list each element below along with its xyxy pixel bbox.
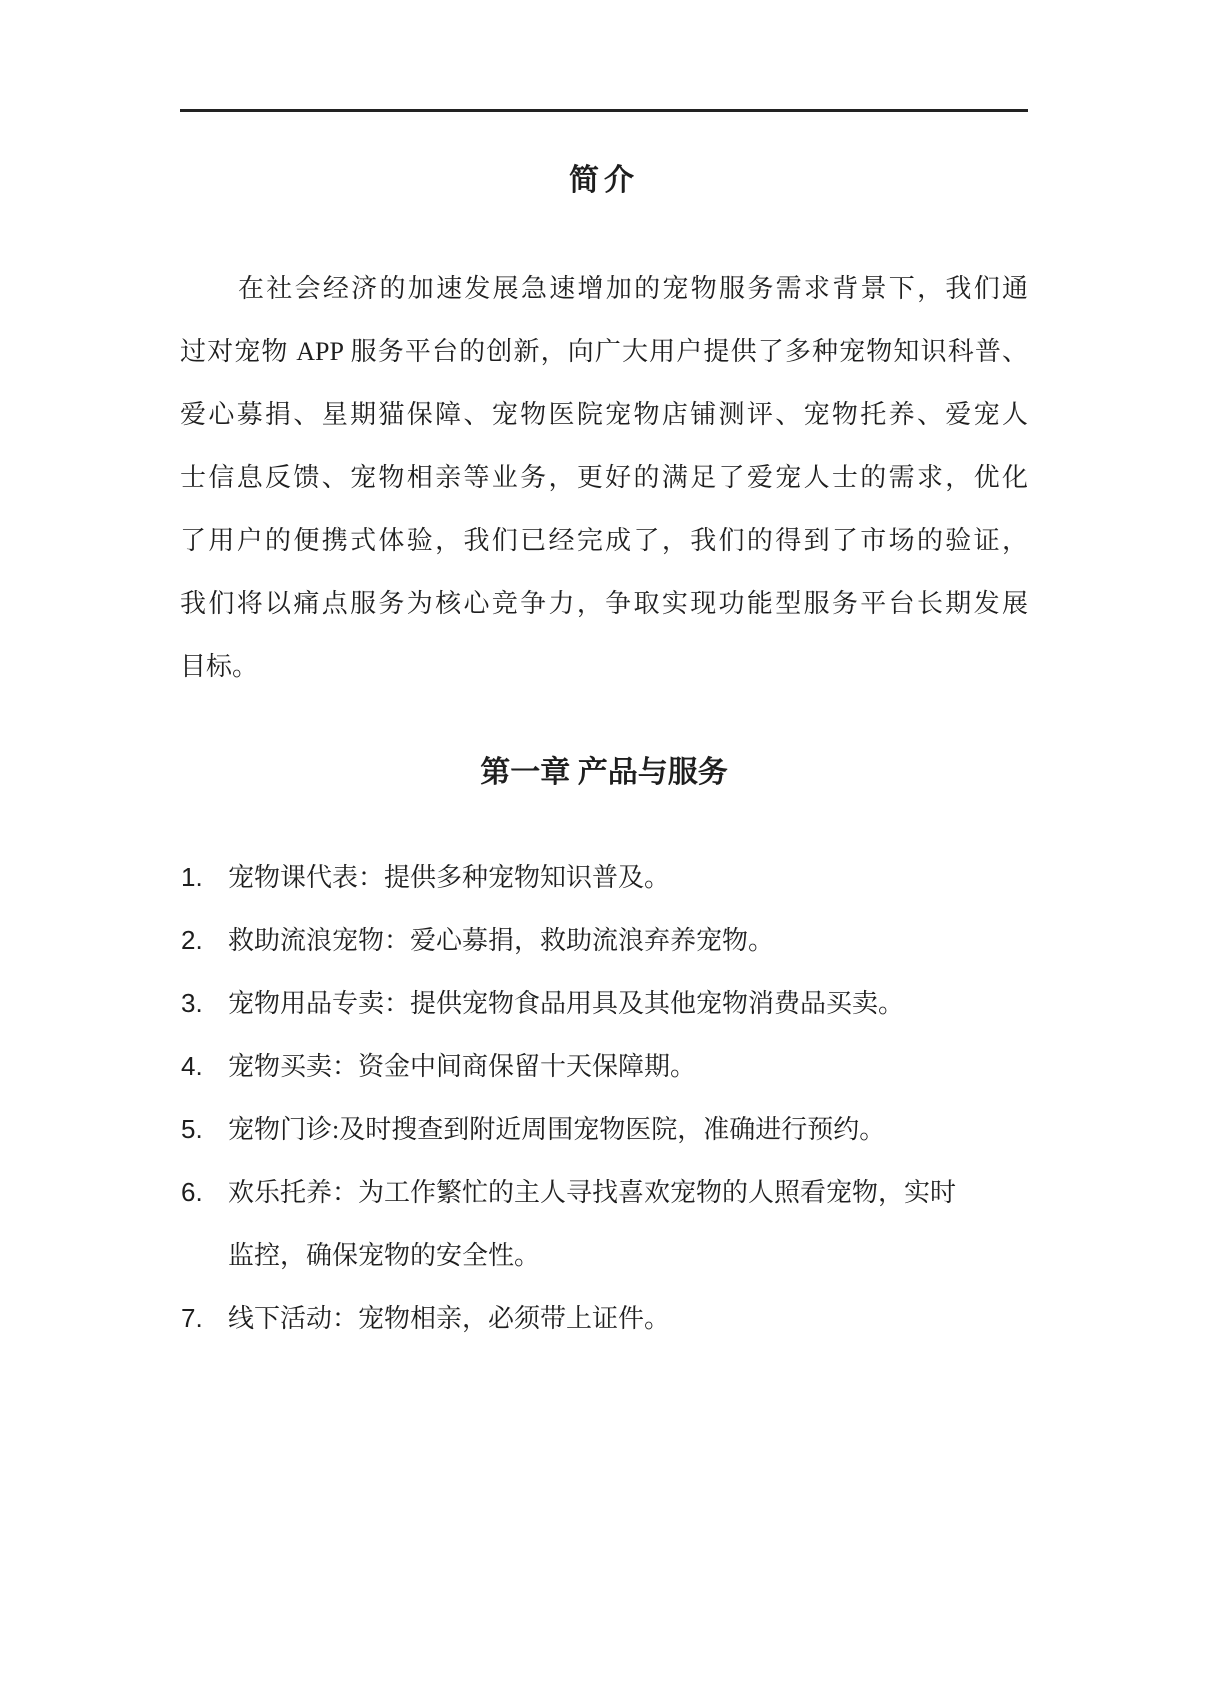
list-item: [180, 1035, 1028, 1098]
item-number: 4.: [181, 1051, 203, 1081]
item-text: 线下活动：宠物相亲，必须带上证件。: [228, 1304, 671, 1333]
intro-line: 在社会经济的加速发展急速增加的宠物服务需求背景下，我们通: [238, 274, 1028, 303]
intro-line: 爱心募捐、星期猫保障、宠物医院宠物店铺测评、宠物托养、爱宠人: [180, 400, 1028, 429]
item-number: 1.: [181, 862, 203, 892]
item-number: 2.: [181, 925, 203, 955]
chapter-heading: 第一章 产品与服务: [480, 756, 728, 789]
services-list: [180, 846, 1028, 1350]
item-number: 5.: [181, 1114, 203, 1144]
list-item: [180, 1161, 1028, 1287]
intro-paragraph: [180, 257, 1028, 698]
intro-line: 我们将以痛点服务为核心竞争力，争取实现功能型服务平台长期发展: [180, 589, 1028, 618]
list-item: [180, 972, 1028, 1035]
doc-title: 简介: [569, 164, 639, 197]
item-number: 7.: [181, 1303, 203, 1333]
item-text: 宠物课代表：提供多种宠物知识普及。: [228, 863, 671, 892]
intro-line: 士信息反馈、宠物相亲等业务，更好的满足了爱宠人士的需求，优化: [180, 463, 1028, 492]
list-item: [180, 909, 1028, 972]
item-text: 救助流浪宠物：爱心募捐，救助流浪弃养宠物。: [228, 926, 775, 955]
item-text-line2: 监控，确保宠物的安全性。: [228, 1241, 541, 1270]
list-item: [180, 846, 1028, 909]
list-item: [180, 1098, 1028, 1161]
item-text: 宠物买卖：资金中间商保留十天保障期。: [228, 1052, 697, 1081]
intro-line: 目标。: [180, 652, 259, 681]
item-number: 6.: [181, 1177, 203, 1207]
list-item: [180, 1287, 1028, 1350]
item-number: 3.: [181, 988, 203, 1018]
item-text: 欢乐托养：为工作繁忙的主人寻找喜欢宠物的人照看宠物，实时: [228, 1178, 957, 1207]
item-text: 宠物门诊:及时搜查到附近周围宠物医院，准确进行预约。: [228, 1115, 886, 1144]
item-text: 宠物用品专卖：提供宠物食品用具及其他宠物消费品买卖。: [228, 989, 905, 1018]
header-rule: [180, 109, 1028, 112]
intro-line: 了用户的便携式体验，我们已经完成了，我们的得到了市场的验证，: [180, 526, 1028, 555]
intro-line: 过对宠物 APP 服务平台的创新，向广大用户提供了多种宠物知识科普、: [180, 337, 1028, 366]
